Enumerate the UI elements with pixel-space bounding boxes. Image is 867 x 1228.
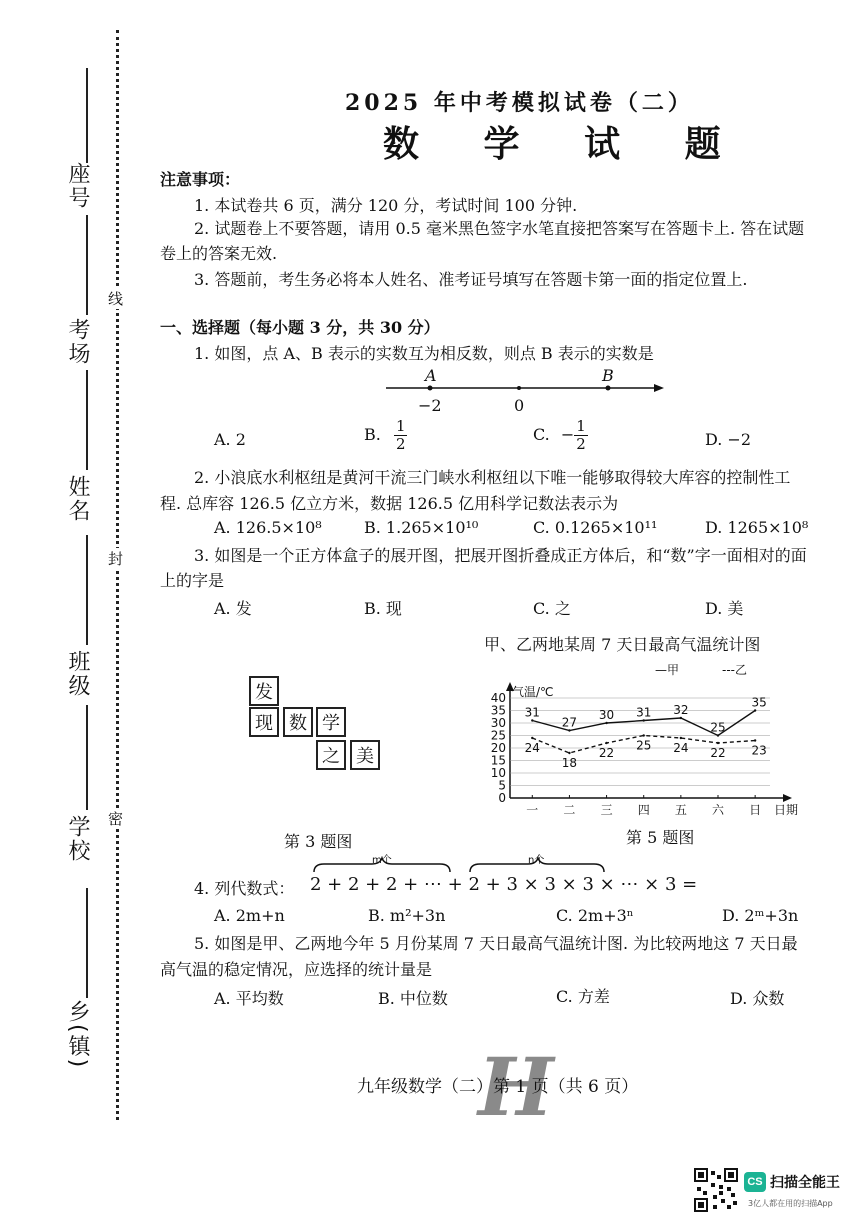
data-point — [680, 717, 682, 719]
x-tick-label: 六 — [711, 803, 725, 817]
data-label: 24 — [673, 741, 689, 755]
x-tick-label: 二 — [563, 803, 576, 817]
x-axis-label: 日期 — [774, 803, 799, 817]
q4-product-expression: 3 × 3 × 3 × ⋯ × 3 — [506, 874, 677, 895]
q4-plus: + — [485, 874, 501, 895]
camscanner-logo-icon: CS — [744, 1172, 766, 1192]
x-tick-label: 日 — [749, 803, 762, 817]
data-point — [643, 734, 645, 736]
cut-line-mark: 线 — [108, 290, 124, 308]
data-label: 32 — [673, 703, 689, 717]
q4-equals: = — [682, 874, 698, 895]
q4-option-d: D. 2ᵐ+3n — [722, 906, 799, 925]
data-label: 27 — [561, 715, 578, 730]
data-label: 25 — [636, 738, 652, 753]
data-label: 18 — [561, 756, 578, 770]
q5-option-c: C. 方差 — [556, 987, 610, 1006]
x-tick-label: 五 — [674, 803, 687, 817]
room-fill-line — [86, 215, 88, 315]
section-heading: 一、选择题（每小题 3 分，共 30 分） — [160, 318, 440, 337]
q2-text: 程. 总库容 126.5 亿立方米，数据 126.5 亿用科学记数法表示为 — [160, 494, 619, 513]
seat-label: 座号 — [65, 162, 90, 210]
q1-label-b: B — [602, 366, 614, 385]
q5-option-d: D. 众数 — [730, 989, 785, 1008]
q4-brace-m-label: m个 — [372, 855, 392, 866]
q3-option-a: A. 发 — [214, 599, 252, 618]
q5-option-b: B. 中位数 — [378, 989, 448, 1008]
net-face: 现 — [249, 707, 279, 737]
chart-title: 甲、乙两地某周 7 天日最高气温统计图 — [484, 635, 761, 654]
data-label: 23 — [751, 743, 767, 758]
seat-fill-line — [86, 68, 88, 163]
data-point — [754, 709, 756, 711]
q3-option-c: C. 之 — [533, 599, 571, 618]
name-fill-line — [86, 370, 88, 470]
subject-title: 数 学 试 题 — [383, 123, 747, 165]
q1-text: 1. 如图，点 A、B 表示的实数互为相反数，则点 B 表示的实数是 — [194, 344, 654, 363]
notes-heading: 注意事项： — [160, 170, 241, 189]
data-label: 31 — [636, 705, 652, 720]
q4-sum-expression: 2 + 2 + 2 + ⋯ + 2 — [310, 874, 480, 895]
data-point — [531, 737, 533, 739]
data-label: 30 — [598, 708, 615, 722]
data-label: 24 — [524, 741, 540, 755]
cut-secret-mark: 密 — [108, 810, 124, 828]
q1-tick-neg2: −2 — [418, 396, 442, 415]
data-label: 35 — [751, 695, 767, 710]
town-fill-line — [86, 888, 88, 998]
y-tick-label: 0 — [498, 791, 506, 805]
note-item: 卷上的答案无效. — [160, 244, 278, 263]
q3-text: 上的字是 — [160, 571, 225, 590]
data-point — [717, 734, 719, 736]
q2-option-a: A. 126.5×10⁸ — [214, 518, 322, 537]
y-tick-label: 30 — [490, 716, 506, 730]
temperature-chart — [470, 660, 820, 825]
q5-figure-caption: 第 5 题图 — [626, 828, 695, 847]
q5-text: 高气温的稳定情况，应选择的统计量是 — [160, 960, 433, 979]
data-point — [531, 719, 533, 721]
q4-text: 4. 列代数式： — [194, 879, 295, 898]
y-tick-label: 5 — [498, 778, 506, 793]
data-point — [568, 729, 570, 731]
net-face: 数 — [283, 707, 313, 737]
data-point — [643, 719, 645, 721]
y-axis-label: 气温/℃ — [512, 685, 554, 699]
q1-option-a: A. 2 — [214, 430, 246, 449]
q5-option-a: A. 平均数 — [214, 989, 284, 1008]
q2-option-c: C. 0.1265×10¹¹ — [533, 518, 658, 537]
y-tick-label: 25 — [490, 728, 506, 743]
x-tick-label: 四 — [637, 803, 650, 817]
q4-braces — [310, 856, 630, 876]
y-tick-label: 15 — [490, 753, 506, 768]
y-tick-label: 35 — [490, 703, 506, 718]
room-label: 考场 — [65, 318, 90, 366]
q2-text: 2. 小浪底水利枢纽是黄河干流三门峡水利枢纽以下唯一能够取得较大库容的控制性工 — [194, 468, 791, 487]
q4-option-b: B. m²+3n — [368, 906, 446, 925]
cut-seal-mark: 封 — [108, 550, 124, 568]
data-point — [754, 739, 756, 741]
net-face: 发 — [249, 676, 279, 706]
data-label: 25 — [710, 720, 726, 735]
exam-title: 2025 年中考模拟试卷（二） — [345, 90, 694, 116]
q1-option-b: B. $\frac{1}{2}$ — [364, 417, 406, 453]
q1-label-a: A — [425, 366, 437, 385]
legend-entry-jia: —甲 — [655, 663, 680, 677]
data-point — [605, 742, 607, 744]
page-footer: 九年级数学（二）第 1 页（共 6 页） — [357, 1077, 639, 1097]
data-point — [680, 737, 682, 739]
data-point — [568, 752, 570, 754]
q2-option-d: D. 1265×10⁸ — [705, 518, 809, 537]
data-label: 22 — [710, 746, 726, 760]
y-tick-label: 20 — [490, 741, 506, 755]
x-axis-arrow-icon — [783, 794, 792, 802]
scanner-app-name: 扫描全能王 — [770, 1175, 840, 1191]
q1-option-d: D. −2 — [705, 430, 752, 449]
q4-option-c: C. 2m+3ⁿ — [556, 906, 634, 925]
q1-option-c: C. − $\frac{1}{2}$ — [533, 417, 586, 453]
q4-brace-n-label: n个 — [528, 855, 545, 866]
q1-tick-0: 0 — [514, 396, 525, 415]
legend-entry-yi: ---乙 — [722, 663, 747, 677]
q3-option-d: D. 美 — [705, 599, 744, 618]
note-item: 2. 试题卷上不要答题，请用 0.5 毫米黑色签字水笔直接把答案写在答题卡上. 答在试题 — [194, 219, 805, 238]
q5-text: 5. 如图是甲、乙两地今年 5 月份某周 7 天日最高气温统计图. 为比较两地这 7 天日最 — [194, 934, 798, 953]
class-fill-line — [86, 535, 88, 645]
net-face: 美 — [350, 740, 380, 770]
school-label: 学校 — [65, 815, 90, 863]
net-face: 学 — [316, 707, 346, 737]
note-item: 3. 答题前，考生务必将本人姓名、准考证号填写在答题卡第一面的指定位置上. — [194, 270, 748, 289]
data-point — [717, 742, 719, 744]
x-tick-label: 一 — [526, 803, 539, 817]
note-item: 1. 本试卷共 6 页，满分 120 分，考试时间 100 分钟. — [194, 196, 578, 215]
watermark-h-letter: H — [478, 1040, 554, 1134]
scanner-tagline: 3亿人都在用的扫描App — [748, 1199, 833, 1208]
q4-option-a: A. 2m+n — [214, 906, 285, 925]
y-tick-label: 40 — [490, 691, 506, 705]
town-label: 乡(镇) — [65, 1000, 90, 1070]
net-face: 之 — [316, 740, 346, 770]
school-fill-line — [86, 705, 88, 810]
y-tick-label: 10 — [490, 766, 506, 780]
name-label: 姓名 — [65, 475, 90, 523]
q3-option-b: B. 现 — [364, 599, 402, 618]
data-point — [605, 722, 607, 724]
class-label: 班级 — [65, 650, 90, 698]
data-label: 31 — [524, 705, 540, 720]
q3-text: 3. 如图是一个正方体盒子的展开图，把展开图折叠成正方体后，和“数”字一面相对的面 — [194, 546, 807, 565]
data-label: 22 — [598, 746, 615, 760]
q3-figure-caption: 第 3 题图 — [284, 832, 353, 851]
origin-point — [517, 386, 521, 390]
qr-code-icon — [694, 1168, 738, 1212]
x-tick-label: 三 — [600, 803, 613, 817]
q4-expression — [310, 874, 697, 895]
q2-option-b: B. 1.265×10¹⁰ — [364, 518, 479, 537]
cut-dotted-line — [116, 30, 119, 1120]
